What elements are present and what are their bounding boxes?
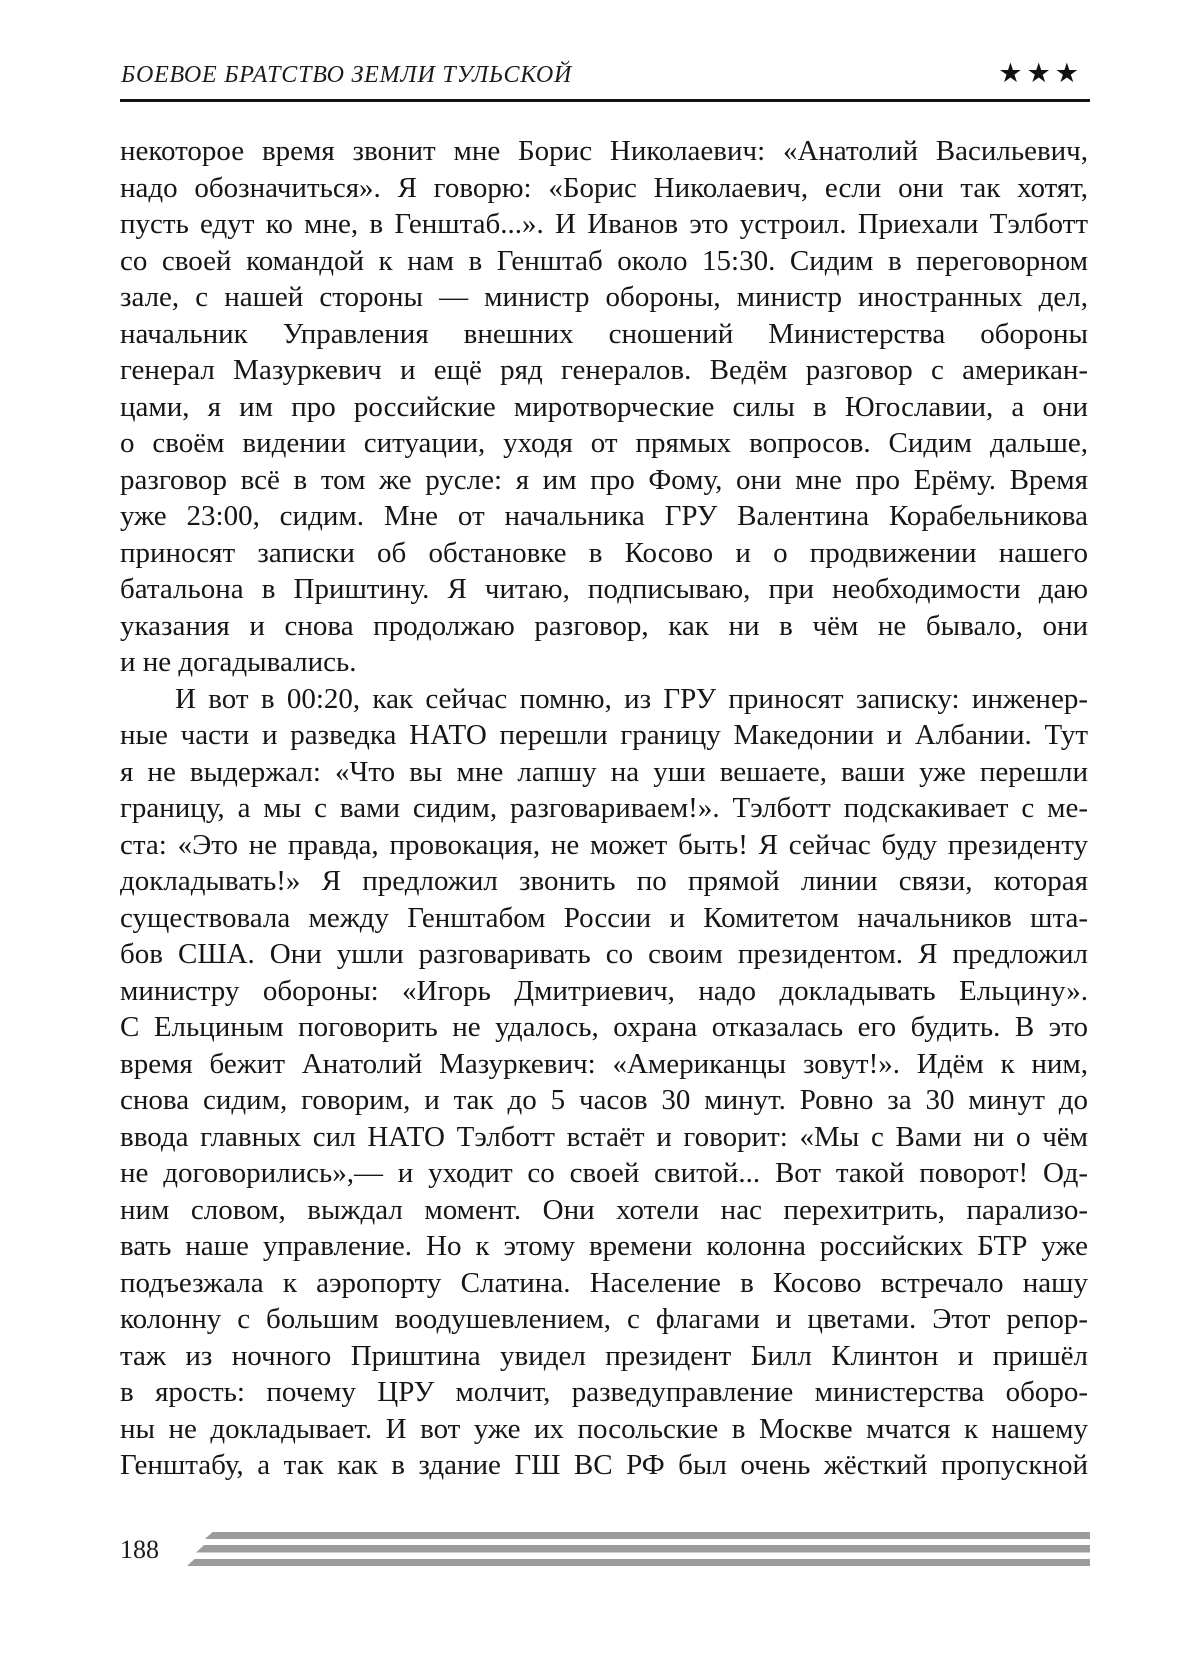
text-line: пусть едут ко мне, в Генштаб...». И Иванов это устроил. Приехали Тэлботт: [120, 208, 1088, 240]
text-line: существовала между Генштабом России и Комитетом начальников шта-: [120, 901, 1088, 934]
text-line: колонну с большим воодушевлением, с флагами и цветами. Этот репор-: [120, 1303, 1088, 1335]
text-line: я не выдержал: «Что вы мне лапшу на уши вешаете, ваши уже перешли: [120, 755, 1088, 788]
text-line: С Ельциным поговорить не удалось, охрана отказалась его будить. В это: [120, 1011, 1088, 1043]
header-rule: [120, 99, 1090, 102]
text-line: докладывать!» Я предложил звонить по прямой линии связи, которая: [120, 865, 1088, 897]
text-line: надо обозначиться». Я говорю: «Борис Николаевич, если они так хотят,: [120, 171, 1088, 204]
footer-stripe-middle: [196, 1545, 1090, 1553]
page-number: 188: [120, 1535, 159, 1564]
text-line: ввода главных сил НАТО Тэлботт встаёт и говорит: «Мы с Вами ни о чём: [120, 1120, 1088, 1153]
running-header-title: БОЕВОЕ БРАТСТВО ЗЕМЛИ ТУЛЬСКОЙ: [121, 62, 573, 88]
text-line: и не догадывались.: [120, 646, 357, 678]
text-line: ним словом, выждал момент. Они хотели нас перехитрить, парализо-: [120, 1193, 1088, 1226]
text-line: ны не докладывает. И вот уже их посольские в Москве мчатся к нашему: [120, 1412, 1088, 1445]
footer-stripe-bottom: [187, 1559, 1090, 1567]
text-line: о своём видении ситуации, уходя от прямых вопросов. Сидим дальше,: [120, 427, 1088, 459]
text-line: ные части и разведка НАТО перешли границу Македонии и Албании. Тут: [120, 719, 1088, 751]
footer-stripe-top: [205, 1532, 1090, 1540]
text-line: Генштабу, а так как в здание ГШ ВС РФ был очень жёсткий пропускной: [120, 1449, 1088, 1481]
body-text: [120, 133, 1088, 1484]
text-line: время бежит Анатолий Мазуркевич: «Американцы зовут!». Идём к ним,: [120, 1047, 1088, 1080]
text-line: министру обороны: «Игорь Дмитриевич, надо докладывать Ельцину».: [120, 974, 1088, 1007]
text-line: указания и снова продолжаю разговор, как ни в чём не бывало, они: [120, 609, 1088, 642]
text-line: таж из ночного Приштина увидел президент Билл Клинтон и пришёл: [120, 1339, 1088, 1372]
text-line: не договорились»,— и уходит со своей свитой... Вот такой поворот! Од-: [120, 1157, 1088, 1189]
text-line: И вот в 00:20, как сейчас помню, из ГРУ приносят записку: инженер-: [175, 682, 1088, 715]
text-line: цами, я им про российские миротворческие силы в Югославии, а они: [120, 390, 1088, 423]
three-stars-icon: ★★★: [998, 58, 1083, 88]
text-line: зале, с нашей стороны — министр обороны, министр иностранных дел,: [120, 281, 1088, 313]
text-line: разговор всё в том же русле: я им про Фому, они мне про Ерёму. Время: [120, 463, 1088, 496]
text-line: батальона в Приштину. Я читаю, подписываю, при необходимости даю: [120, 573, 1088, 605]
text-line: некоторое время звонит мне Борис Николаевич: «Анатолий Васильевич,: [120, 135, 1088, 167]
text-line: границу, а мы с вами сидим, разговариваем!». Тэлботт подскакивает с ме-: [120, 792, 1088, 824]
text-line: снова сидим, говорим, и так до 5 часов 30 минут. Ровно за 30 минут до: [120, 1084, 1088, 1116]
text-line: со своей командой к нам в Генштаб около 15:30. Сидим в переговорном: [120, 244, 1088, 277]
text-line: приносят записки об обстановке в Косово и о продвижении нашего: [120, 536, 1088, 569]
text-line: начальник Управления внешних сношений Министерства обороны: [120, 317, 1088, 350]
text-line: в ярость: почему ЦРУ молчит, разведуправление министерства оборо-: [120, 1376, 1088, 1408]
text-line: подъезжала к аэропорту Слатина. Население в Косово встречало нашу: [120, 1266, 1088, 1299]
text-line: генерал Мазуркевич и ещё ряд генералов. Ведём разговор с американ-: [120, 354, 1088, 386]
text-line: уже 23:00, сидим. Мне от начальника ГРУ Валентина Корабельникова: [120, 500, 1088, 532]
text-line: бов США. Они ушли разговаривать со своим президентом. Я предложил: [120, 938, 1088, 970]
text-line: вать наше управление. Но к этому времени колонна российских БТР уже: [120, 1230, 1088, 1262]
text-line: ста: «Это не правда, провокация, не может быть! Я сейчас буду президенту: [120, 828, 1088, 861]
